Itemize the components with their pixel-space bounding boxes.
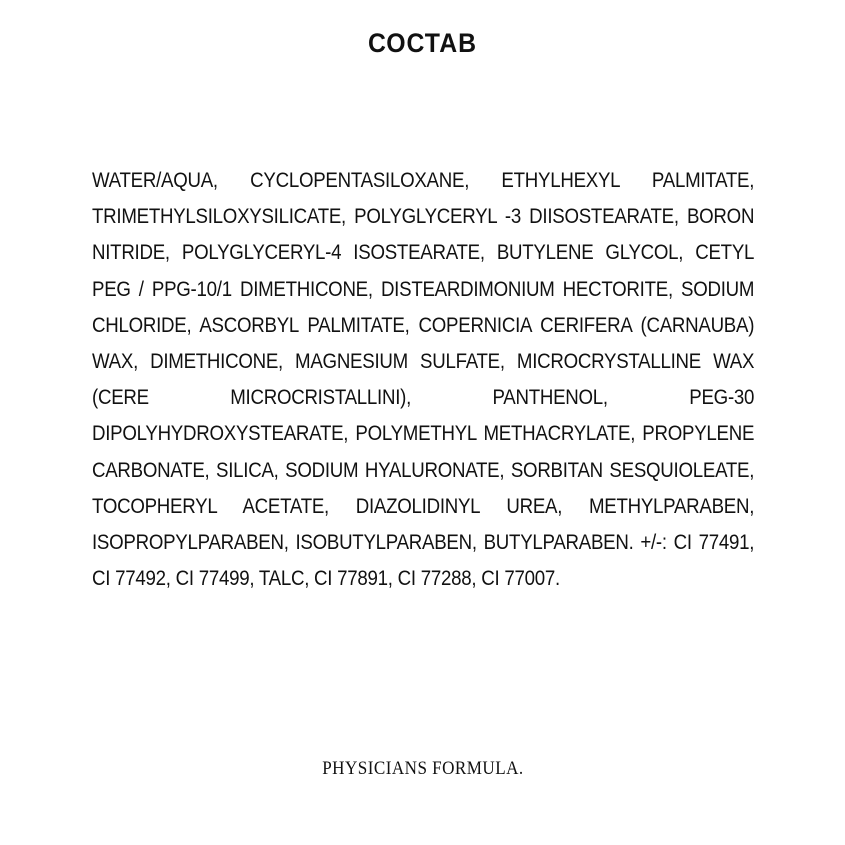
ingredients-list [92,162,754,596]
brand-logo [0,758,845,780]
page-title: СОСТАВ [368,28,477,58]
ingredients-text: WATER/AQUA, CYCLOPENTASILOXANE, ETHYLHEXYL PALMITATE, TRIMETHYLSILOXYSILICATE, POLYGLYCERYL -3 DIISOSTEARATE, BORON NITRIDE, POLYGLYCERYL-4 ISOSTEARATE, BUTYLENE GLYCOL, CETYL PEG / PPG-10/1 DIMETHICONE, DISTEARDIMONIUM HECTORITE, SODIUM CHLORIDE, ASCORBYL PALMITATE, COPERNICIA CERIFERA (CARNAUBA) WAX, DIMETHICONE, MAGNESIUM SULFATE, MICROCRYSTALLINE WAX (CERE MICROCRISTALLINI), PANTHENOL, PEG-30 DIPOLYHYDROXYSTEARATE, POLYMETHYL METHACRYLATE, PROPYLENE CARBONATE, SILICA, SODIUM HYALURONATE, SORBITAN SESQUIOLEATE, TOCOPHERYL ACETATE, DIAZOLIDINYL UREA, METHYLPARABEN, ISOPROPYLPARABEN, ISOBUTYLPARABEN, BUTYLPARABEN. +/-: CI 77491, CI 77492, CI 77499, TALC, CI 77891, CI 77288, CI 77007. [92,168,755,591]
brand-name: PHYSICIANS FORMULA. [321,758,524,779]
